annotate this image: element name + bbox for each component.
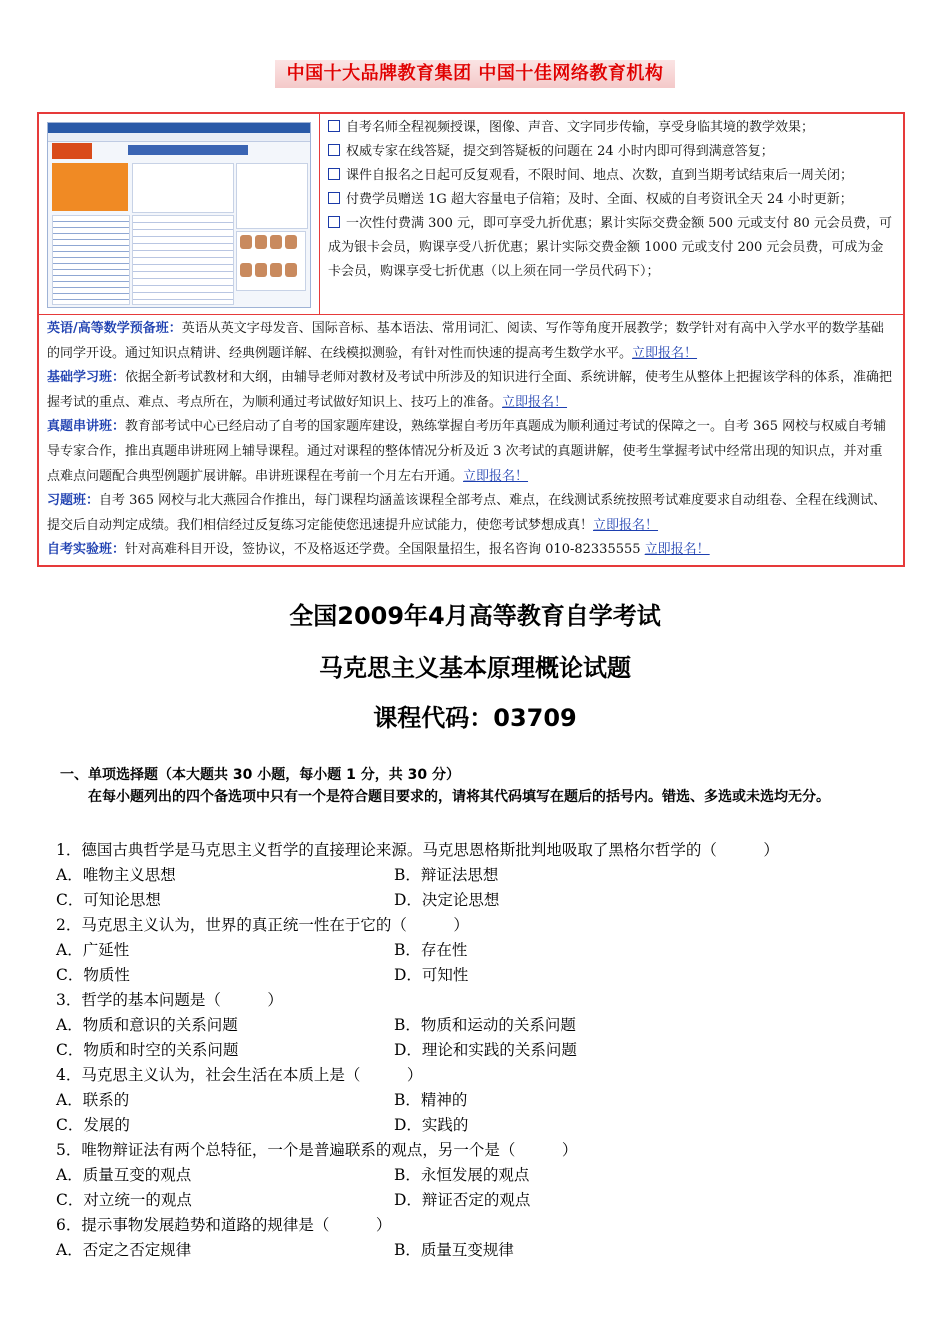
question-stem: 5．唯物辩证法有两个总特征，一个是普遍联系的观点，另一个是（ ） (56, 1141, 578, 1159)
question-stem: 3．哲学的基本问题是（ ） (56, 991, 283, 1009)
question-stem: 4．马克思主义认为，社会生活在本质上是（ ） (56, 1066, 423, 1084)
question-stem: 2．马克思主义认为，世界的真正统一性在于它的（ ） (56, 916, 469, 934)
signup-link[interactable]: 立即报名！ (463, 468, 529, 484)
option: B．辩证法思想 (394, 866, 499, 884)
option: C．对立统一的观点 (56, 1191, 192, 1209)
question-stem: 1．德国古典哲学是马克思主义哲学的直接理论来源。马克思恩格斯批判地吸取了黑格尔哲学的（ ） (56, 841, 779, 859)
course-code: 课程代码：03709 (373, 704, 577, 732)
option: B．物质和运动的关系问题 (394, 1016, 576, 1034)
option: D．理论和实践的关系问题 (394, 1041, 577, 1059)
signup-link[interactable]: 立即报名！ (632, 345, 698, 361)
feature-item: 付费学员赠送 1G 超大容量电子信箱；及时、全面、权威的自考资讯全天 24 小时更新； (328, 188, 895, 212)
signup-link[interactable]: 立即报名！ (593, 517, 659, 533)
option: B．质量互变规律 (394, 1241, 514, 1259)
section-instruction: 在每小题列出的四个备选项中只有一个是符合题目要求的，请将其代码填写在题后的括号内。错选、多选或未选均无分。 (88, 789, 830, 805)
checkbox-icon (328, 120, 340, 132)
option: C．发展的 (56, 1116, 130, 1134)
promo-top-row (39, 114, 903, 315)
promo-box (37, 112, 905, 567)
option: A．广延性 (56, 941, 130, 959)
feature-item: 自考名师全程视频授课，图像、声音、文字同步传输，享受身临其境的教学效果； (328, 116, 895, 140)
exam-title: 全国2009年4月高等教育自学考试 (289, 602, 661, 630)
brand-banner: 中国十大品牌教育集团 中国十佳网络教育机构 (275, 60, 675, 88)
option: B．精神的 (394, 1091, 468, 1109)
question-stem: 6．提示事物发展趋势和道路的规律是（ ） (56, 1216, 392, 1234)
option: B．存在性 (394, 941, 468, 959)
course-item: 自考实验班：针对高难科目开设，签协议，不及格返还学费。全国限量招生，报名咨询 010-82335555 立即报名！ (47, 542, 710, 558)
feature-list (320, 114, 903, 314)
option: C．可知论思想 (56, 891, 161, 909)
exam-subject: 马克思主义基本原理概论试题 (319, 654, 631, 682)
option: A．否定之否定规律 (56, 1241, 192, 1259)
signup-link[interactable]: 立即报名！ (644, 542, 710, 558)
feature-item: 课件自报名之日起可反复观看，不限时间、地点、次数，直到当期考试结束后一周关闭； (328, 164, 895, 188)
website-screenshot-image (47, 122, 311, 308)
feature-item: 权威专家在线答疑，提交到答疑板的问题在 24 小时内即可得到满意答复； (328, 140, 895, 164)
option: A．联系的 (56, 1091, 130, 1109)
course-item: 英语/高等数学预备班：英语从英文字母发音、国际音标、基本语法、常用词汇、阅读、写作等角度开展教学；数学针对有高中入学水平的数学基础的同学开设。通过知识点精讲、经典例题详解、在线模拟测验，有针对性而快速的提高考生数学水平。立即报名！ (47, 321, 884, 361)
checkbox-icon (328, 168, 340, 180)
checkbox-icon (328, 192, 340, 204)
section-heading: 一、单项选择题（本大题共 30 小题，每小题 1 分，共 30 分） (60, 767, 460, 783)
option: D．实践的 (394, 1116, 469, 1134)
option: A．质量互变的观点 (56, 1166, 192, 1184)
course-item: 习题班：自考 365 网校与北大燕园合作推出，每门课程均涵盖该课程全部考点、难点，在线测试系统按照考试难度要求自动组卷、全程在线测试、提交后自动判定成绩。我们相信经过反复练习定能使您迅速提升应试能力，使您考试梦想成真！立即报名！ (47, 493, 887, 533)
feature-item: 一次性付费满 300 元，即可享受九折优惠；累计实际交费金额 500 元或支付 80 元会员费，可成为银卡会员，购课享受八折优惠；累计实际交费金额 1000 元或支付 200 元会员费，可成为金卡会员，购课享受七折优惠（以上须在同一学员代码下）； (328, 216, 892, 279)
course-list (39, 315, 903, 565)
website-screenshot-thumbnail[interactable] (39, 114, 320, 314)
course-item: 基础学习班：依据全新考试教材和大纲，由辅导老师对教材及考试中所涉及的知识进行全面、系统讲解，使考生从整体上把握该学科的体系，准确把握考试的重点、难点、考点所在，为顺利通过考试做好知识上、技巧上的准备。立即报名！ (47, 370, 893, 410)
option: D．可知性 (394, 966, 469, 984)
option: A．唯物主义思想 (56, 866, 176, 884)
signup-link[interactable]: 立即报名！ (502, 394, 568, 410)
option: C．物质性 (56, 966, 130, 984)
option: C．物质和时空的关系问题 (56, 1041, 239, 1059)
checkbox-icon (328, 144, 340, 156)
course-item: 真题串讲班：教育部考试中心已经启动了自考的国家题库建设，熟练掌握自考历年真题成为顺利通过考试的保障之一。自考 365 网校与权威自考辅导专家合作，推出真题串讲班网上辅导课程。通过对课程的整体情况分析及近 3 次考试的真题讲解，使考生掌握考试中经常出现的知识点，并对重点难点问题配合典型例题扩展讲解。串讲班课程在考前一个月左右开通。立即报名！ (47, 419, 887, 484)
section-header (60, 764, 910, 808)
option: A．物质和意识的关系问题 (56, 1016, 238, 1034)
checkbox-icon (328, 216, 340, 228)
option: B．永恒发展的观点 (394, 1166, 530, 1184)
option: D．决定论思想 (394, 891, 500, 909)
option: D．辩证否定的观点 (394, 1191, 531, 1209)
